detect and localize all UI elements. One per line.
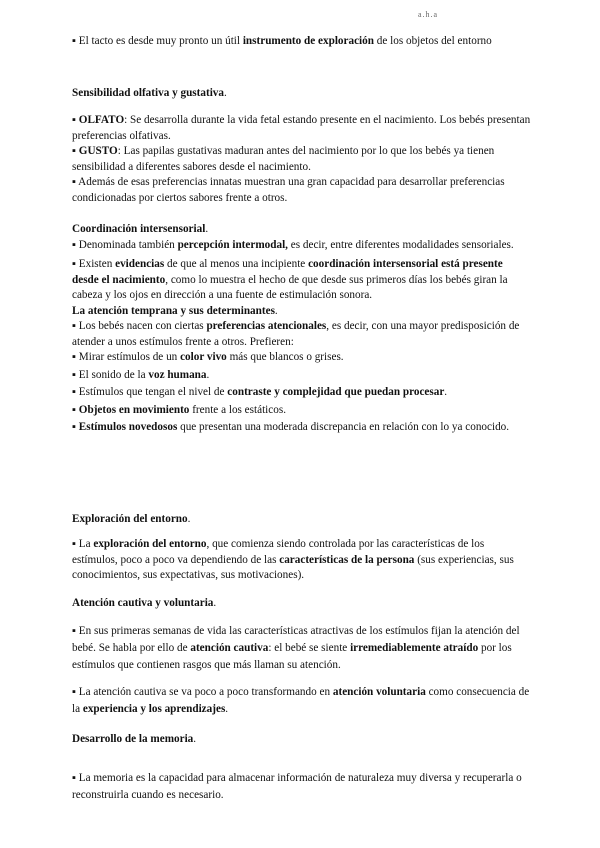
heading-cautiva: Atención cautiva y voluntaria. — [72, 596, 217, 609]
heading-memoria: Desarrollo de la memoria. — [72, 733, 197, 745]
paragraph-gusto: ▪ GUSTO: Las papilas gustativas maduran antes del nacimiento por lo que los bebés ya tienen sensibilidad a diferentes sabores desde el nacimiento. — [72, 145, 495, 173]
header-mark: a.h.a — [418, 10, 439, 19]
heading-coordinacion: Coordinación intersensorial. — [72, 223, 209, 235]
paragraph-bebes-nacen: ▪ Los bebés nacen con ciertas preferencias atencionales, es decir, con una mayor predisposición de atender a unos estímulos frente a otros. Prefieren: — [72, 320, 520, 348]
paragraph-olfato: ▪ OLFATO: Se desarrolla durante la vida fetal estando presente en el nacimiento. Los bebés presentan preferencias olfativas. — [72, 114, 531, 142]
paragraph-cautiva-1: ▪ En sus primeras semanas de vida las características atractivas de los estímulos fijan la atención del bebé. Se habla por ello de atención cautiva: el bebé se siente irremediablemente atraído por los estímulos que contienen rasgos que más llaman su atención. — [72, 625, 520, 671]
paragraph-evidencias: ▪ Existen evidencias de que al menos una incipiente coordinación intersensorial está presente desde el nacimiento, como lo muestra el hecho de que desde sus primeros días los bebés giran la cabeza y los ojos en dirección a una fuente de estimulación sonora. — [72, 258, 508, 301]
list-item-voz: ▪ El sonido de la voz humana. — [72, 368, 210, 381]
list-item-color: ▪ Mirar estímulos de un color vivo más que blancos o grises. — [72, 351, 344, 363]
paragraph-exploracion: ▪ La exploración del entorno, que comienza siendo controlada por las características de los estímulos, poco a poco va dependiendo de las características de la persona (sus experiencias, sus conocimientos, sus expectativas, sus motivaciones). — [72, 538, 514, 581]
paragraph-preferencias: ▪ Además de esas preferencias innatas muestran una gran capacidad para desarrollar preferencias condicionadas por ciertos sabores frente a otros. — [72, 176, 505, 204]
heading-exploracion: Exploración del entorno. — [72, 512, 191, 525]
list-item-novedosos: ▪ Estímulos novedosos que presentan una moderada discrepancia en relación con lo ya conocido. — [72, 421, 510, 433]
paragraph-percepcion: ▪ Denominada también percepción intermodal, es decir, entre diferentes modalidades sensoriales. — [72, 238, 514, 251]
document-page — [72, 34, 532, 804]
list-item-movimiento: ▪ Objetos en movimiento frente a los estáticos. — [72, 403, 287, 416]
heading-sensibilidad: Sensibilidad olfativa y gustativa. — [72, 86, 227, 99]
paragraph-memoria: ▪ La memoria es la capacidad para almacenar información de naturaleza muy diversa y recuperarla o reconstruirla cuando es necesario. — [72, 771, 522, 801]
list-item-contraste: ▪ Estímulos que tengan el nivel de contraste y complejidad que puedan procesar. — [72, 386, 448, 398]
paragraph-cautiva-2: ▪ La atención cautiva se va poco a poco transformando en atención voluntaria como consecuencia de la experiencia y los aprendizajes. — [72, 686, 530, 715]
heading-atencion-temprana: La atención temprana y sus determinantes. — [72, 304, 278, 317]
paragraph-tacto: ▪ El tacto es desde muy pronto un útil instrumento de exploración de los objetos del entorno — [72, 35, 492, 47]
